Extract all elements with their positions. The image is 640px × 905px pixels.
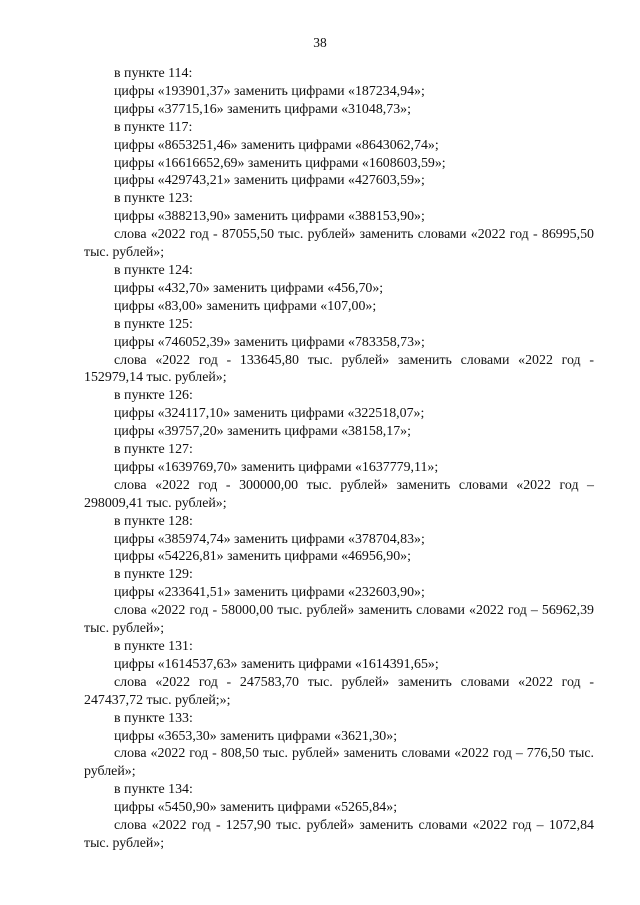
section-heading: в пункте 129: [114, 567, 193, 583]
amendment-line: цифры «3653,30» заменить цифрами «3621,30»; [114, 728, 398, 744]
amendment-paragraph: слова «2022 год - 247583,70 тыс. рублей» заменить словами «2022 год - 247437,72 тыс. рублей;»; [84, 674, 594, 708]
amendment-line: цифры «39757,20» заменить цифрами «38158,17»; [114, 424, 411, 440]
amendment-line: цифры «1639769,70» заменить цифрами «1637779,11»; [114, 459, 439, 475]
amendment-line: цифры «233641,51» заменить цифрами «232603,90»; [114, 585, 425, 601]
section-heading: в пункте 133: [114, 710, 193, 726]
amendment-line: цифры «746052,39» заменить цифрами «783358,73»; [114, 334, 425, 350]
amendment-line: цифры «385974,74» заменить цифрами «378704,83»; [114, 531, 425, 547]
section-heading: в пункте 117: [114, 119, 193, 135]
section-heading: в пункте 114: [114, 66, 193, 81]
amendment-line: цифры «54226,81» заменить цифрами «46956,90»; [114, 549, 411, 565]
amendment-line: цифры «8653251,46» заменить цифрами «8643062,74»; [114, 137, 439, 153]
section-heading: в пункте 131: [114, 639, 193, 654]
section-heading: в пункте 134: [114, 782, 193, 798]
amendment-line: цифры «16616652,69» заменить цифрами «1608603,59»; [114, 155, 446, 171]
amendment-paragraph: слова «2022 год - 133645,80 тыс. рублей» заменить словами «2022 год - 152979,14 тыс. рублей»; [84, 352, 594, 386]
amendment-line: цифры «193901,37» заменить цифрами «187234,94»; [114, 83, 425, 99]
section-heading: в пункте 123: [114, 191, 193, 207]
amendment-paragraph: слова «2022 год - 808,50 тыс. рублей» заменить словами «2022 год – 776,50 тыс. рублей»; [84, 746, 594, 780]
amendment-paragraph: слова «2022 год - 300000,00 тыс. рублей» заменить словами «2022 год – 298009,41 тыс. рублей»; [84, 477, 594, 511]
amendment-line: цифры «1614537,63» заменить цифрами «1614391,65»; [114, 656, 439, 672]
amendment-paragraph: слова «2022 год - 87055,50 тыс. рублей» заменить словами «2022 год - 86995,50 тыс. рублей»; [84, 227, 594, 261]
amendment-line: цифры «83,00» заменить цифрами «107,00»; [114, 298, 377, 314]
amendment-line: цифры «5450,90» заменить цифрами «5265,84»; [114, 800, 398, 816]
amendment-line: цифры «432,70» заменить цифрами «456,70»; [114, 280, 384, 296]
document-body [84, 65, 594, 853]
amendment-line: цифры «388213,90» заменить цифрами «388153,90»; [114, 209, 425, 225]
amendment-line: цифры «37715,16» заменить цифрами «31048,73»; [114, 101, 411, 117]
amendment-line: цифры «324117,10» заменить цифрами «322518,07»; [114, 406, 425, 422]
amendment-paragraph: слова «2022 год - 1257,90 тыс. рублей» заменить словами «2022 год – 1072,84 тыс. рублей»; [84, 818, 594, 851]
section-heading: в пункте 128: [114, 513, 193, 529]
amendment-line: цифры «429743,21» заменить цифрами «427603,59»; [114, 173, 425, 189]
section-heading: в пункте 125: [114, 316, 193, 332]
section-heading: в пункте 126: [114, 388, 193, 404]
section-heading: в пункте 127: [114, 442, 193, 458]
amendment-paragraph: слова «2022 год - 58000,00 тыс. рублей» заменить словами «2022 год – 56962,39 тыс. рублей»; [84, 603, 594, 637]
section-heading: в пункте 124: [114, 262, 193, 278]
page-number: 38 [313, 35, 327, 50]
